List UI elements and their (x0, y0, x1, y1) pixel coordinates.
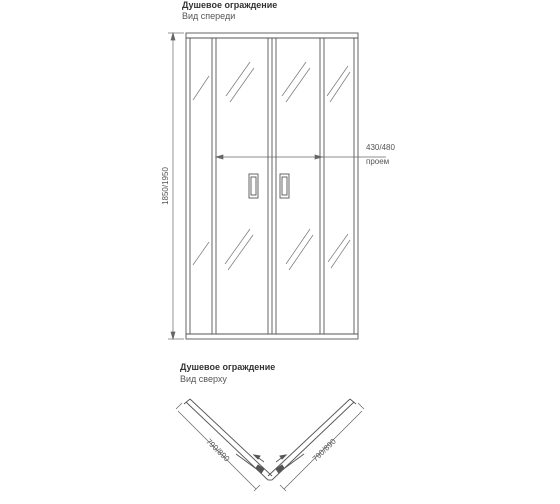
left-door-handle-top (256, 465, 264, 472)
height-dimension-label: 1850/1950 (161, 167, 170, 205)
right-door-handle-top (276, 465, 284, 472)
front-view-title: Душевое ограждение (182, 0, 278, 10)
left-width-label: 790/890 (204, 436, 232, 464)
right-width-label: 790/890 (310, 436, 338, 464)
opening-label: проем (366, 157, 390, 166)
front-view-drawing (186, 33, 358, 339)
opening-dimension (216, 155, 386, 159)
height-dimension (168, 33, 184, 339)
top-view-title: Душевое ограждение (180, 362, 276, 372)
right-door-handle (280, 174, 289, 198)
opening-dimension-label: 430/480 (366, 143, 395, 152)
front-view-subtitle: Вид спереди (182, 11, 236, 21)
left-door-handle (249, 174, 258, 198)
top-view-subtitle: Вид сверху (180, 374, 227, 384)
